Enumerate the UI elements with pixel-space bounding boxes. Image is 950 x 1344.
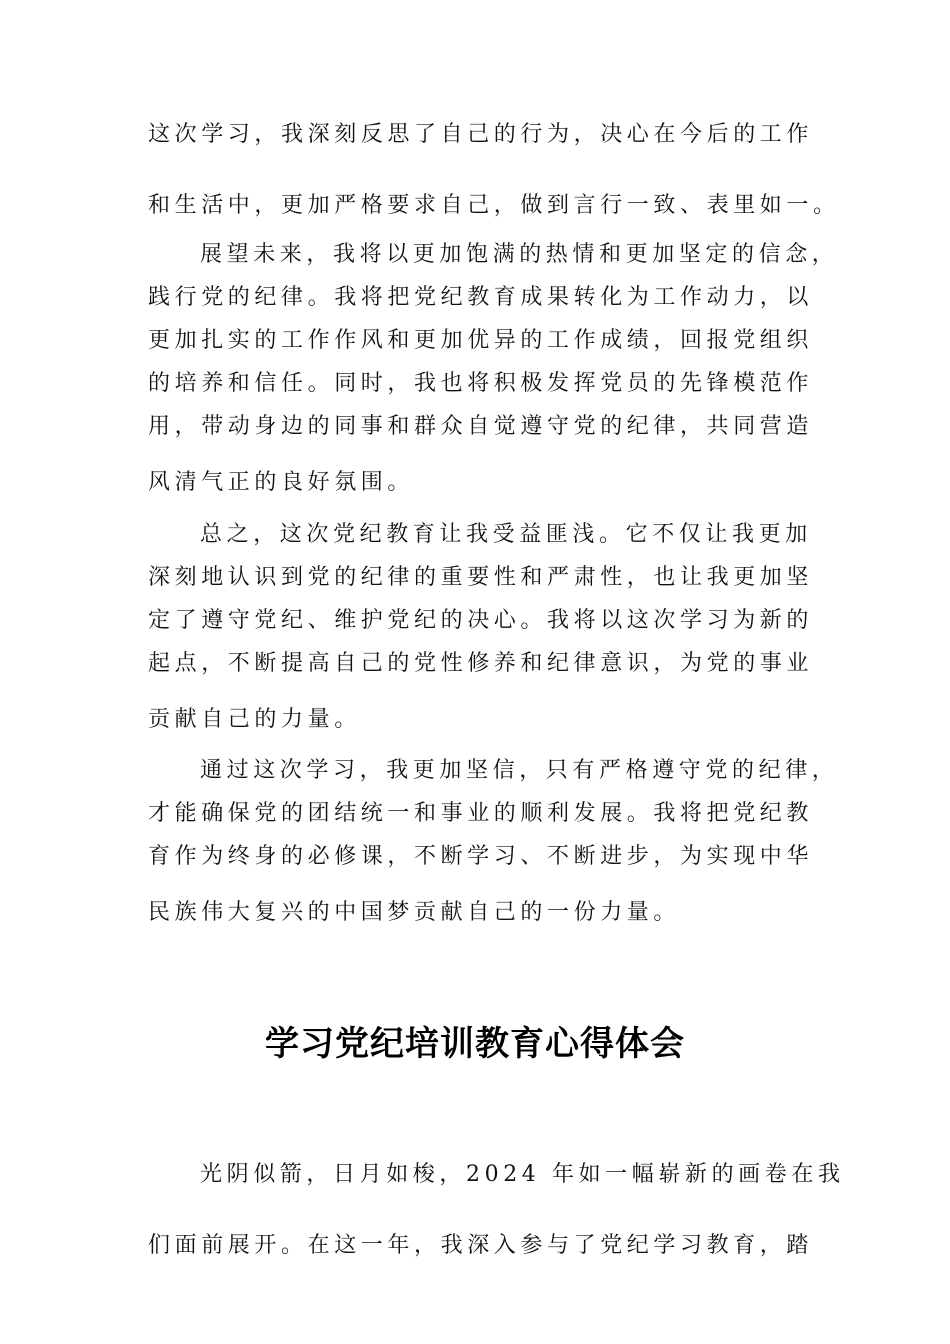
paragraph-line: 用，带动身边的同事和群众自觉遵守党的纪律，共同营造 [148, 414, 814, 439]
paragraph-line: 践行党的纪律。我将把党纪教育成果转化为工作动力，以 [148, 285, 814, 310]
paragraph-line: 们面前展开。在这一年，我深入参与了党纪学习教育，踏 [148, 1233, 814, 1258]
paragraph-line: 总之，这次党纪教育让我受益匪浅。它不仅让我更加 [200, 522, 812, 547]
paragraph-line: 才能确保党的团结统一和事业的顺利发展。我将把党纪教 [148, 801, 814, 826]
paragraph-line: 定了遵守党纪、维护党纪的决心。我将以这次学习为新的 [148, 608, 814, 633]
paragraph-line: 起点，不断提高自己的党性修养和纪律意识，为党的事业 [148, 651, 814, 676]
paragraph-line: 育作为终身的必修课，不断学习、不断进步，为实现中华 [148, 844, 814, 869]
paragraph-line: 的培养和信任。同时，我也将积极发挥党员的先锋模范作 [148, 371, 814, 396]
paragraph-line: 展望未来，我将以更加饱满的热情和更加坚定的信念， [200, 242, 839, 267]
paragraph-line: 通过这次学习，我更加坚信，只有严格遵守党的纪律， [200, 758, 839, 783]
section-title: 学习党纪培训教育心得体会 [265, 1024, 685, 1064]
paragraph-line: 风清气正的良好氛围。 [148, 470, 415, 495]
paragraph-line: 这次学习，我深刻反思了自己的行为，决心在今后的工作 [148, 122, 814, 147]
paragraph-line: 光阴似箭，日月如梭，2024 年如一幅崭新的画卷在我 [200, 1162, 845, 1187]
paragraph-line: 更加扎实的工作作风和更加优异的工作成绩，回报党组织 [148, 328, 814, 353]
paragraph-line: 贡献自己的力量。 [148, 707, 361, 732]
paragraph-line: 民族伟大复兴的中国梦贡献自己的一份力量。 [148, 900, 681, 925]
paragraph-line: 深刻地认识到党的纪律的重要性和严肃性，也让我更加坚 [148, 565, 814, 590]
paragraph-line: 和生活中，更加严格要求自己，做到言行一致、表里如一。 [148, 193, 840, 218]
